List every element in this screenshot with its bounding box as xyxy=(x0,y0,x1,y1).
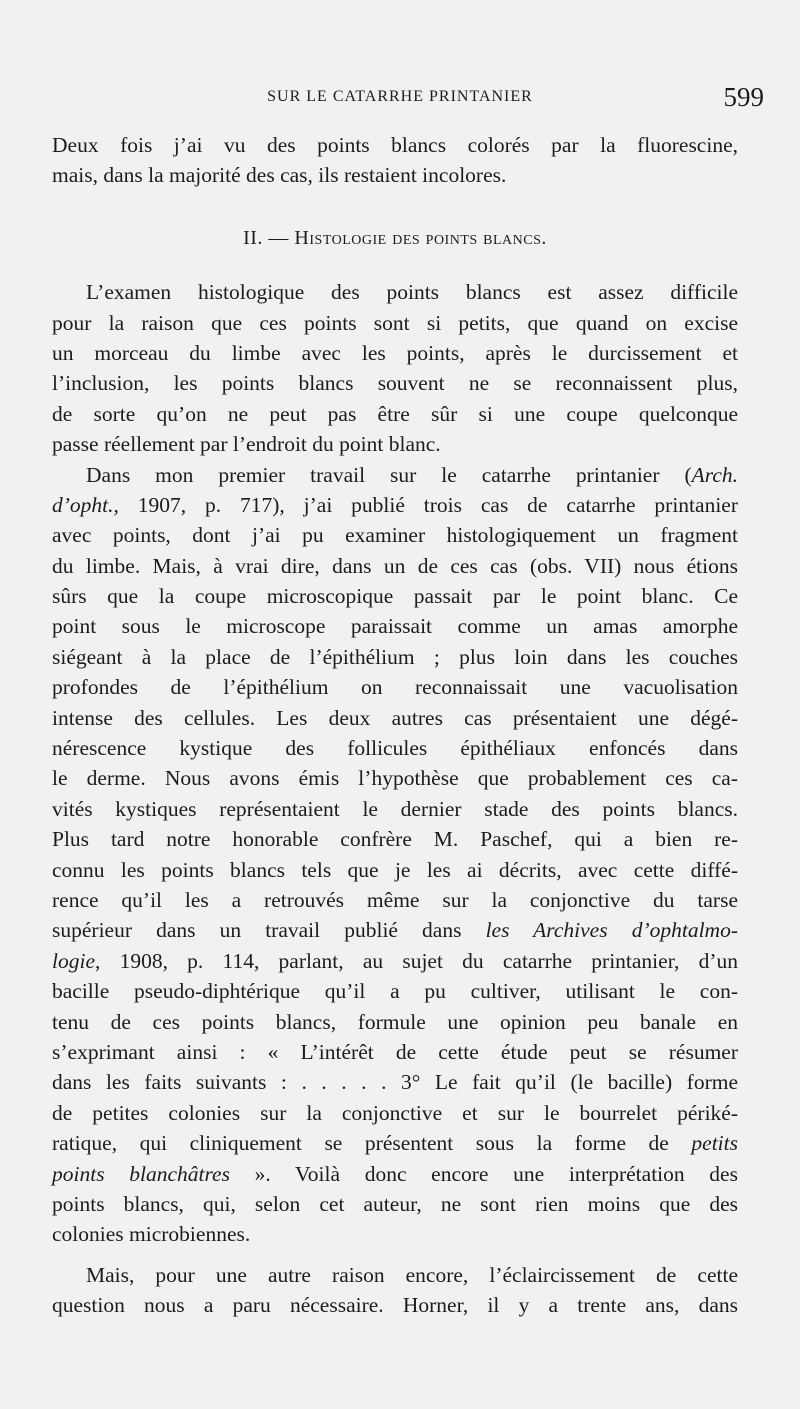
section-number: II. — xyxy=(243,226,289,249)
paragraph-3 xyxy=(52,460,738,1250)
text-line: de petites colonies sur la conjonctive et sur le bourrelet périké- xyxy=(52,1100,738,1125)
page-body xyxy=(52,130,738,1320)
text-line: du limbe. Mais, à vrai dire, dans un de ces cas (obs. VII) nous étions xyxy=(52,553,738,578)
text-line: question nous a paru nécessaire. Horner, il y a trente ans, dans xyxy=(52,1293,738,1318)
text-line xyxy=(52,460,738,490)
text-line: points blancs, qui, selon cet auteur, ne sont rien moins que des xyxy=(52,1191,738,1216)
paragraph-1 xyxy=(52,130,738,191)
text-line: s’exprimant ainsi : « L’intérêt de cette étude peut se résumer xyxy=(52,1039,738,1064)
text-line xyxy=(52,946,738,976)
text-line: connu les points blancs tels que je les ai décrits, avec cette diffé- xyxy=(52,857,738,882)
text-line: l’inclusion, les points blancs souvent ne se reconnaissent plus, xyxy=(52,371,738,396)
text-run: supérieur dans un travail publié dans xyxy=(52,918,486,943)
text-line: L’examen histologique des points blancs est assez difficile xyxy=(86,280,738,305)
text-line: pour la raison que ces points sont si petits, que quand on excise xyxy=(52,310,738,335)
italic-run: logie xyxy=(52,948,95,973)
text-line xyxy=(52,915,738,945)
italic-run: d’opht. xyxy=(52,492,114,517)
italic-run: petits xyxy=(691,1131,738,1156)
text-line xyxy=(52,1159,738,1189)
text-line: avec points, dont j’ai pu examiner histologiquement un fragment xyxy=(52,523,738,548)
italic-run: les Archives d’ophtalmo- xyxy=(485,918,738,943)
page-number: 599 xyxy=(723,82,764,112)
text-line: point sous le microscope paraissait comme un amas amorphe xyxy=(52,614,738,639)
text-line: rence qu’il les a retrouvés même sur la conjonctive du tarse xyxy=(52,888,738,912)
text-line xyxy=(52,1128,738,1158)
text-line: Deux fois j’ai vu des points blancs colorés par la fluorescine, xyxy=(52,133,738,157)
text-line: le derme. Nous avons émis l’hypothèse que probablement ces ca- xyxy=(52,766,738,791)
text-line: intense des cellules. Les deux autres cas présentaient une dégé- xyxy=(52,705,738,730)
italic-run: Arch. xyxy=(691,462,738,487)
paragraph-4 xyxy=(52,1260,738,1321)
text-line: de sorte qu’on ne peut pas être sûr si une coupe quelconque xyxy=(52,401,738,426)
text-line: colonies microbiennes. xyxy=(52,1222,251,1247)
text-line: dans les faits suivants : . . . . . 3° Le fait qu’il (le bacille) forme xyxy=(52,1070,738,1095)
running-title: SUR LE CATARRHE PRINTANIER xyxy=(267,88,533,105)
italic-run: points blanchâtres xyxy=(52,1161,230,1186)
text-line: bacille pseudo-diphtérique qu’il a pu cultiver, utilisant le con- xyxy=(52,979,738,1004)
text-line: sûrs que la coupe microscopique passait par le point blanc. Ce xyxy=(52,584,738,609)
text-line: siégeant à la place de l’épithélium ; plus loin dans les couches xyxy=(52,644,738,669)
text-run: ratique, qui cliniquement se présentent sous la forme de xyxy=(52,1131,692,1156)
text-line: profondes de l’épithélium on reconnaissait une vacuolisation xyxy=(52,675,738,700)
section-title: Histologie des points blancs. xyxy=(294,226,547,249)
text-line xyxy=(52,490,738,520)
text-line: passe réellement par l’endroit du point blanc. xyxy=(52,432,441,457)
paragraph-gap xyxy=(52,1250,738,1260)
text-line: mais, dans la majorité des cas, ils restaient incolores. xyxy=(52,163,507,188)
text-line: tenu de ces points blancs, formule une opinion peu banale en xyxy=(52,1009,738,1034)
text-run: , 1907, p. 717), j’ai publié trois cas de catarrhe printanier xyxy=(113,492,738,517)
text-run: Dans mon premier travail sur le catarrhe printanier ( xyxy=(86,462,692,487)
text-line: un morceau du limbe avec les points, après le durcissement et xyxy=(52,340,738,365)
text-run: , 1908, p. 114, parlant, au sujet du catarrhe printanier, d’un xyxy=(95,948,738,973)
paragraph-2 xyxy=(52,277,738,459)
text-line: Plus tard notre honorable confrère M. Paschef, qui a bien re- xyxy=(52,827,738,852)
section-heading xyxy=(52,223,738,253)
text-line: nérescence kystique des follicules épithéliaux enfoncés dans xyxy=(52,736,738,761)
text-line: vités kystiques représentaient le dernier stade des points blancs. xyxy=(52,796,738,821)
text-line: Mais, pour une autre raison encore, l’éclaircissement de cette xyxy=(86,1262,738,1287)
text-run: ». Voilà donc encore une interprétation des xyxy=(229,1161,738,1186)
